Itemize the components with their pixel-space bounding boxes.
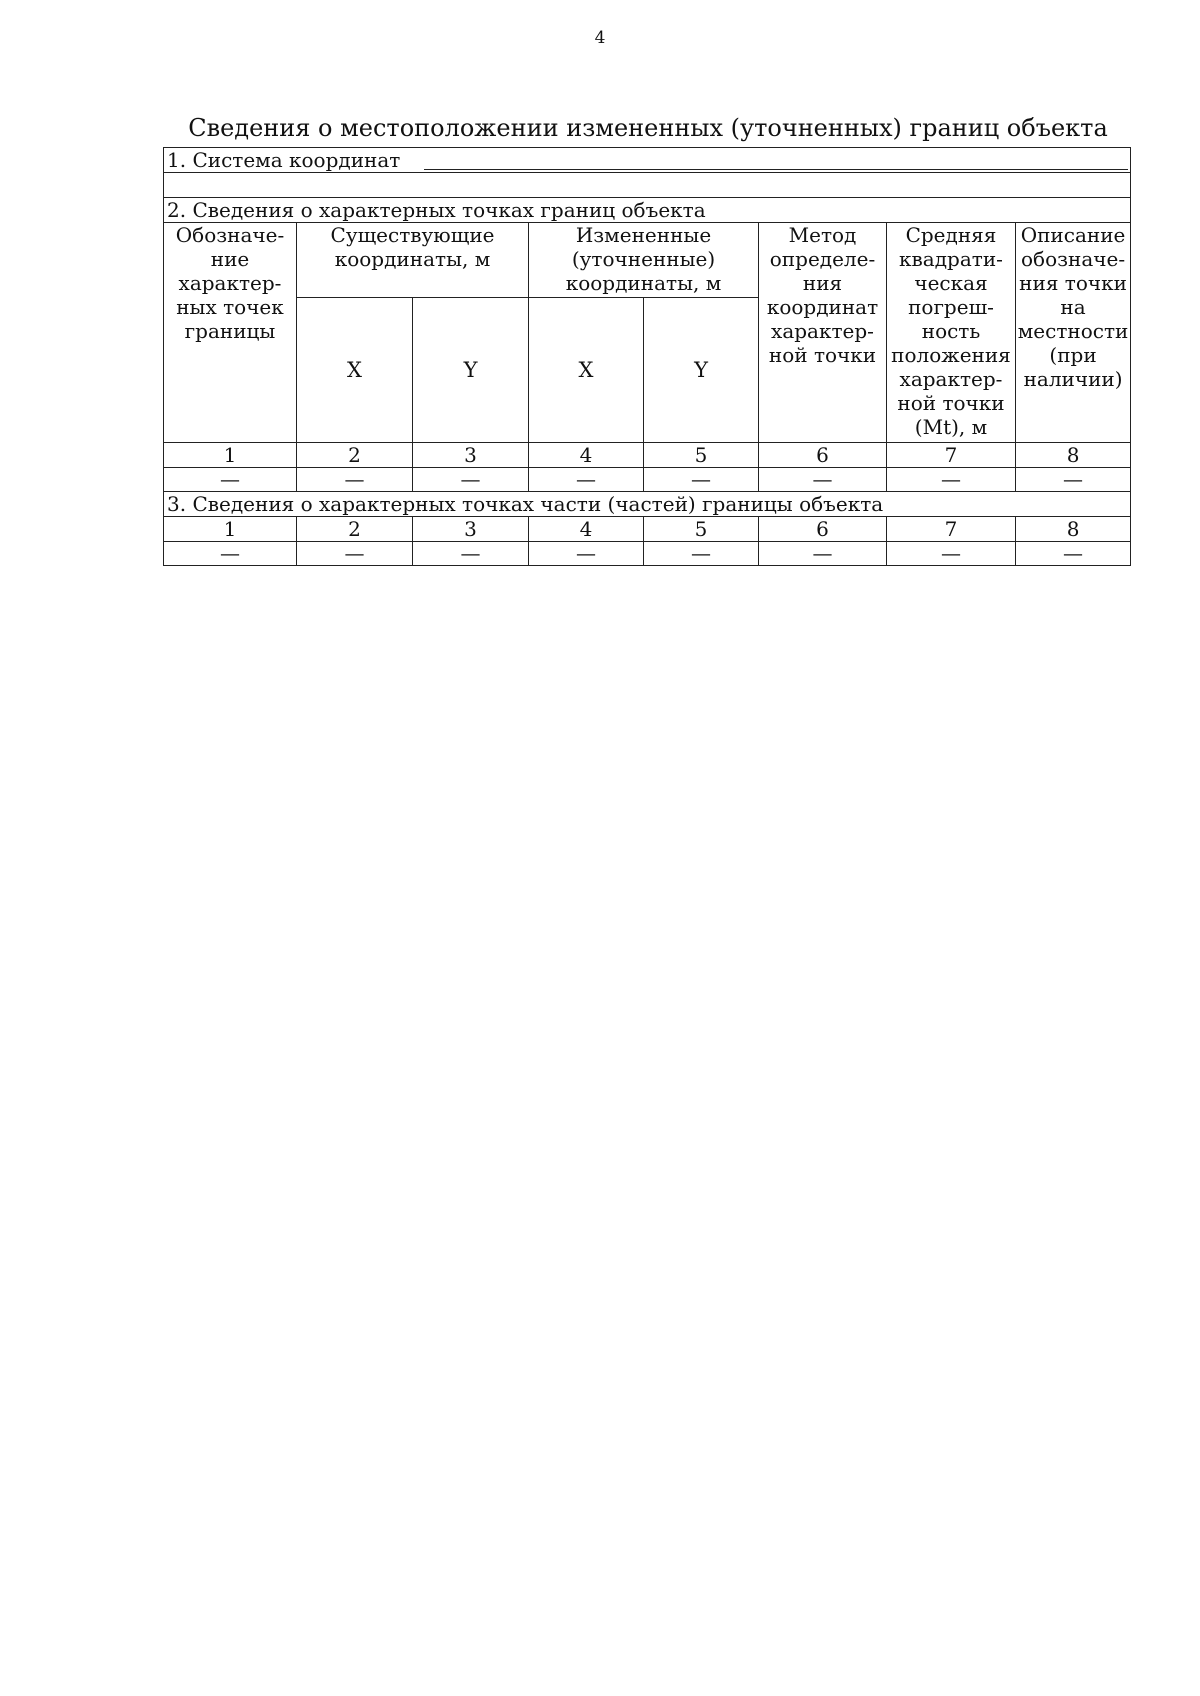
empty-cell: —: [164, 468, 297, 492]
header-point-designation: Обозначе- ние характер- ных точек границы: [164, 223, 297, 443]
coordinate-system-label: 1. Система координат: [167, 148, 401, 172]
column-number: 1: [164, 443, 297, 468]
header-mean-square-error: Средняя квадрати- ческая погреш- ность положения характер- ной точки (Mt), м: [887, 223, 1016, 443]
table-row: [164, 468, 1131, 492]
section3-heading: 3. Сведения о характерных точках части (частей) границы объекта: [164, 492, 1131, 517]
header-existing-x: X: [297, 298, 413, 443]
column-number: 1: [164, 517, 297, 542]
header-existing-y: Y: [413, 298, 529, 443]
empty-cell: —: [759, 468, 887, 492]
column-number: 5: [644, 517, 759, 542]
blank-row: [164, 173, 1131, 198]
column-number: 4: [529, 517, 644, 542]
empty-cell: —: [759, 542, 887, 566]
empty-cell: —: [297, 468, 413, 492]
header-changed-x: X: [529, 298, 644, 443]
column-number-row: [164, 517, 1131, 542]
column-number: 2: [297, 443, 413, 468]
boundary-points-table: [163, 147, 1131, 566]
column-number: 6: [759, 517, 887, 542]
column-number: 7: [887, 517, 1016, 542]
header-changed-y: Y: [644, 298, 759, 443]
table-row: [164, 542, 1131, 566]
section2-heading: 2. Сведения о характерных точках границ объекта: [164, 198, 1131, 223]
section2-row: [164, 198, 1131, 223]
empty-cell: —: [887, 542, 1016, 566]
column-number: 5: [644, 443, 759, 468]
empty-cell: —: [164, 542, 297, 566]
empty-cell: —: [1016, 468, 1131, 492]
section3-row: [164, 492, 1131, 517]
coordinate-system-field[interactable]: [424, 151, 1128, 170]
empty-cell: —: [1016, 542, 1131, 566]
header-changed-coordinates: Измененные (уточненные) координаты, м: [529, 223, 759, 298]
header-existing-coordinates: Существующие координаты, м: [297, 223, 529, 298]
document-title: Сведения о местоположении измененных (уточненных) границ объекта: [188, 114, 1108, 142]
page-number: 4: [594, 28, 606, 48]
column-number: 8: [1016, 517, 1131, 542]
column-number: 3: [413, 517, 529, 542]
column-number: 4: [529, 443, 644, 468]
empty-cell: —: [644, 468, 759, 492]
column-number: 6: [759, 443, 887, 468]
empty-cell: —: [413, 542, 529, 566]
column-number-row: [164, 443, 1131, 468]
header-method: Метод определе- ния координат характер- ной точки: [759, 223, 887, 443]
empty-cell: —: [529, 468, 644, 492]
column-number: 7: [887, 443, 1016, 468]
empty-cell: —: [297, 542, 413, 566]
header-row-top: [164, 223, 1131, 298]
header-description: Описание обозначе- ния точки на местности (при наличии): [1016, 223, 1131, 443]
empty-cell: —: [887, 468, 1016, 492]
column-number: 2: [297, 517, 413, 542]
empty-cell: —: [413, 468, 529, 492]
empty-cell: —: [644, 542, 759, 566]
column-number: 8: [1016, 443, 1131, 468]
column-number: 3: [413, 443, 529, 468]
empty-cell: —: [529, 542, 644, 566]
coordinate-system-row: [164, 148, 1131, 173]
